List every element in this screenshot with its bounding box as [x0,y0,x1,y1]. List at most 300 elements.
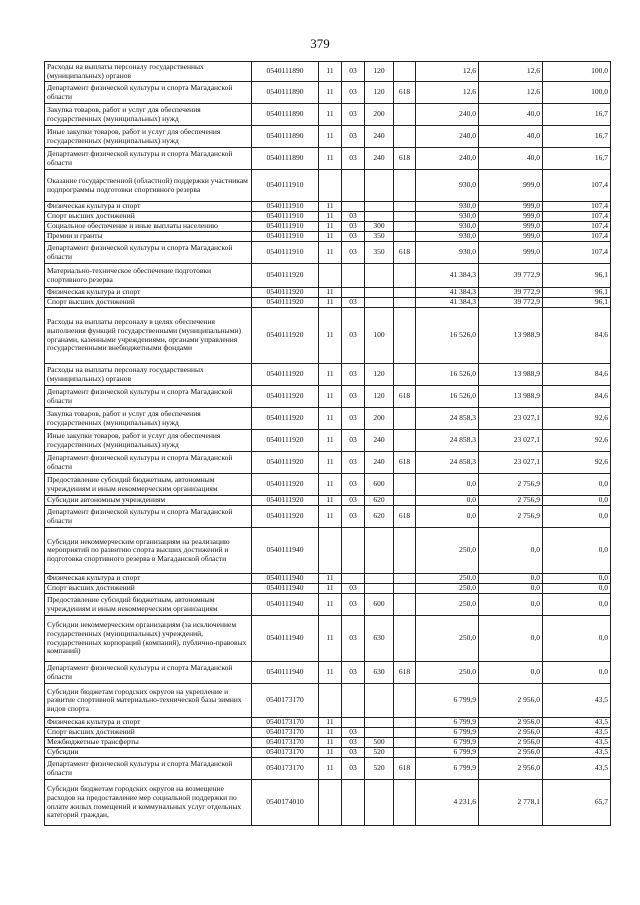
row-name-cell: Департамент физической культуры и спорта Магаданской области [45,452,252,474]
actual-amount-cell: 2 956,0 [479,758,543,780]
actual-amount-cell: 2 756,9 [479,496,543,506]
expense-type-cell: 120 [365,82,394,104]
actual-amount-cell: 0,0 [479,584,543,594]
subsection-cell [342,528,365,574]
table-row [45,528,611,574]
section-cell: 11 [319,232,342,242]
row-name-cell: Субсидии некоммерческим организациям на реализацию мероприятий по развитию спорта высших достижений и подготовка спортивного резерва в Магаданской области [45,528,252,574]
percent-cell: 84,6 [543,364,611,386]
percent-cell: 0,0 [543,662,611,684]
percent-cell: 43,5 [543,728,611,738]
row-name-cell: Межбюджетные трансферты [45,738,252,748]
expense-type-cell: 620 [365,506,394,528]
expense-type-cell: 120 [365,62,394,82]
subsection-cell: 03 [342,584,365,594]
row-name-cell: Предоставление субсидий бюджетным, автономным учреждениям и иным некоммерческим организациям [45,474,252,496]
percent-cell: 84,6 [543,308,611,364]
percent-cell: 0,0 [543,594,611,616]
department-code-cell: 618 [394,82,416,104]
target-code-cell: 0540173170 [252,738,319,748]
table-row [45,594,611,616]
table-row [45,62,611,82]
table-row [45,748,611,758]
percent-cell: 107,4 [543,202,611,212]
target-code-cell: 0540174010 [252,780,319,826]
target-code-cell: 0540173170 [252,758,319,780]
expense-type-cell [365,684,394,718]
table-row [45,364,611,386]
subsection-cell [342,170,365,202]
subsection-cell: 03 [342,386,365,408]
section-cell: 11 [319,430,342,452]
target-code-cell: 0540111920 [252,496,319,506]
actual-amount-cell: 0,0 [479,528,543,574]
subsection-cell [342,264,365,288]
actual-amount-cell: 40,0 [479,148,543,170]
section-cell: 11 [319,718,342,728]
expense-type-cell [365,528,394,574]
actual-amount-cell: 0,0 [479,574,543,584]
section-cell: 11 [319,242,342,264]
actual-amount-cell: 0,0 [479,662,543,684]
department-code-cell: 618 [394,506,416,528]
table-row [45,202,611,212]
planned-amount-cell: 930,0 [416,170,479,202]
planned-amount-cell: 12,6 [416,62,479,82]
subsection-cell: 03 [342,298,365,308]
actual-amount-cell: 39 772,9 [479,264,543,288]
section-cell: 11 [319,298,342,308]
target-code-cell: 0540111940 [252,574,319,584]
row-name-cell: Спорт высших достижений [45,584,252,594]
row-name-cell: Физическая культура и спорт [45,202,252,212]
section-cell: 11 [319,62,342,82]
department-code-cell: 618 [394,242,416,264]
percent-cell: 0,0 [543,584,611,594]
department-code-cell [394,748,416,758]
percent-cell: 0,0 [543,616,611,662]
expense-type-cell: 120 [365,386,394,408]
section-cell: 11 [319,506,342,528]
table-row [45,148,611,170]
planned-amount-cell: 41 384,3 [416,298,479,308]
actual-amount-cell: 2 756,9 [479,506,543,528]
table-row [45,496,611,506]
actual-amount-cell: 23 027,1 [479,408,543,430]
planned-amount-cell: 0,0 [416,506,479,528]
subsection-cell: 03 [342,62,365,82]
page-number: 379 [310,36,330,51]
row-name-cell: Физическая культура и спорт [45,574,252,584]
expense-type-cell: 200 [365,104,394,126]
percent-cell: 43,5 [543,758,611,780]
target-code-cell: 0540173170 [252,748,319,758]
target-code-cell: 0540111890 [252,148,319,170]
target-code-cell: 0540111910 [252,242,319,264]
table-row [45,222,611,232]
row-name-cell: Оказание государственной (областной) поддержки участникам подпрограммы подготовки спортивного резерва [45,170,252,202]
expense-type-cell: 630 [365,616,394,662]
planned-amount-cell: 24 858,3 [416,408,479,430]
percent-cell: 92,6 [543,430,611,452]
target-code-cell: 0540111920 [252,298,319,308]
subsection-cell: 03 [342,222,365,232]
subsection-cell: 03 [342,452,365,474]
expense-type-cell: 600 [365,594,394,616]
subsection-cell: 03 [342,748,365,758]
department-code-cell [394,738,416,748]
department-code-cell [394,202,416,212]
target-code-cell: 0540111920 [252,408,319,430]
row-name-cell: Спорт высших достижений [45,298,252,308]
planned-amount-cell: 250,0 [416,616,479,662]
target-code-cell: 0540111910 [252,212,319,222]
target-code-cell: 0540111940 [252,594,319,616]
actual-amount-cell: 2 756,9 [479,474,543,496]
actual-amount-cell: 2 956,0 [479,748,543,758]
percent-cell: 107,4 [543,170,611,202]
expense-type-cell: 520 [365,748,394,758]
department-code-cell [394,408,416,430]
target-code-cell: 0540111890 [252,104,319,126]
table-row [45,212,611,222]
row-name-cell: Субсидии бюджетам городских округов на укрепление и развитие спортивной материально-технической базы зимних видов спорта [45,684,252,718]
subsection-cell: 03 [342,82,365,104]
department-code-cell [394,528,416,574]
section-cell: 11 [319,758,342,780]
row-name-cell: Субсидии бюджетам городских округов на возмещение расходов на предоставление мер социальной поддержки по оплате жилых помещений и коммунальных услуг отдельных категорий граждан, [45,780,252,826]
section-cell: 11 [319,148,342,170]
percent-cell: 43,5 [543,738,611,748]
subsection-cell: 03 [342,728,365,738]
section-cell: 11 [319,474,342,496]
actual-amount-cell: 2 956,0 [479,728,543,738]
planned-amount-cell: 16 526,0 [416,364,479,386]
actual-amount-cell: 2 778,1 [479,780,543,826]
department-code-cell [394,126,416,148]
row-name-cell: Материально-техническое обеспечение подготовки спортивного резерва [45,264,252,288]
actual-amount-cell: 23 027,1 [479,430,543,452]
section-cell: 11 [319,202,342,212]
actual-amount-cell: 39 772,9 [479,288,543,298]
actual-amount-cell: 999,0 [479,232,543,242]
percent-cell: 0,0 [543,506,611,528]
expense-type-cell: 240 [365,430,394,452]
target-code-cell: 0540111910 [252,202,319,212]
target-code-cell: 0540111890 [252,62,319,82]
planned-amount-cell: 6 799,9 [416,684,479,718]
target-code-cell: 0540111890 [252,82,319,104]
planned-amount-cell: 930,0 [416,232,479,242]
department-code-cell: 618 [394,452,416,474]
table-row [45,126,611,148]
section-cell: 11 [319,748,342,758]
actual-amount-cell: 23 027,1 [479,452,543,474]
percent-cell: 107,4 [543,242,611,264]
target-code-cell: 0540111940 [252,528,319,574]
department-code-cell [394,728,416,738]
department-code-cell [394,62,416,82]
expense-type-cell: 620 [365,496,394,506]
department-code-cell [394,212,416,222]
department-code-cell [394,298,416,308]
percent-cell: 107,4 [543,232,611,242]
target-code-cell: 0540111920 [252,452,319,474]
table-row [45,386,611,408]
expense-type-cell: 200 [365,408,394,430]
department-code-cell [394,264,416,288]
expense-type-cell: 100 [365,308,394,364]
actual-amount-cell: 999,0 [479,170,543,202]
department-code-cell [394,232,416,242]
actual-amount-cell: 12,6 [479,62,543,82]
expense-type-cell: 240 [365,452,394,474]
actual-amount-cell: 0,0 [479,594,543,616]
percent-cell: 100,0 [543,82,611,104]
target-code-cell: 0540111920 [252,506,319,528]
department-code-cell [394,718,416,728]
actual-amount-cell: 39 772,9 [479,298,543,308]
section-cell: 11 [319,452,342,474]
table-row [45,452,611,474]
subsection-cell: 03 [342,212,365,222]
department-code-cell: 618 [394,662,416,684]
target-code-cell: 0540111920 [252,474,319,496]
expense-type-cell: 350 [365,232,394,242]
expense-type-cell: 500 [365,738,394,748]
table-row [45,170,611,202]
expense-type-cell [365,288,394,298]
subsection-cell: 03 [342,148,365,170]
department-code-cell [394,222,416,232]
expense-type-cell [365,584,394,594]
subsection-cell: 03 [342,496,365,506]
row-name-cell: Расходы на выплаты персоналу государственных (муниципальных) органов [45,364,252,386]
percent-cell: 16,7 [543,126,611,148]
department-code-cell [394,170,416,202]
percent-cell: 43,5 [543,684,611,718]
table-row [45,430,611,452]
row-name-cell: Иные закупки товаров, работ и услуг для обеспечения государственных (муниципальных) нужд [45,126,252,148]
target-code-cell: 0540111940 [252,616,319,662]
target-code-cell: 0540111920 [252,386,319,408]
row-name-cell: Департамент физической культуры и спорта Магаданской области [45,148,252,170]
section-cell: 11 [319,616,342,662]
target-code-cell: 0540173170 [252,684,319,718]
subsection-cell: 03 [342,430,365,452]
percent-cell: 92,6 [543,452,611,474]
department-code-cell [394,594,416,616]
row-name-cell: Предоставление субсидий бюджетным, автономным учреждениям и иным некоммерческим организациям [45,594,252,616]
actual-amount-cell: 999,0 [479,242,543,264]
percent-cell: 96,1 [543,264,611,288]
expense-type-cell: 300 [365,222,394,232]
target-code-cell: 0540111920 [252,430,319,452]
planned-amount-cell: 41 384,3 [416,288,479,298]
department-code-cell [394,684,416,718]
target-code-cell: 0540111910 [252,232,319,242]
target-code-cell: 0540111920 [252,264,319,288]
table-row [45,738,611,748]
table-row [45,82,611,104]
department-code-cell: 618 [394,148,416,170]
section-cell: 11 [319,574,342,584]
planned-amount-cell: 16 526,0 [416,308,479,364]
row-name-cell: Департамент физической культуры и спорта Магаданской области [45,386,252,408]
table-row [45,718,611,728]
percent-cell: 96,1 [543,288,611,298]
row-name-cell: Субсидии [45,748,252,758]
section-cell [319,264,342,288]
actual-amount-cell: 13 988,9 [479,386,543,408]
planned-amount-cell: 240,0 [416,104,479,126]
planned-amount-cell: 0,0 [416,474,479,496]
target-code-cell: 0540111940 [252,662,319,684]
target-code-cell: 0540173170 [252,728,319,738]
expense-type-cell: 120 [365,364,394,386]
section-cell: 11 [319,82,342,104]
actual-amount-cell: 13 988,9 [479,308,543,364]
percent-cell: 16,7 [543,104,611,126]
planned-amount-cell: 240,0 [416,126,479,148]
expense-type-cell [365,202,394,212]
expense-type-cell [365,718,394,728]
subsection-cell: 03 [342,232,365,242]
row-name-cell: Физическая культура и спорт [45,718,252,728]
section-cell: 11 [319,728,342,738]
actual-amount-cell: 2 956,0 [479,684,543,718]
section-cell: 11 [319,408,342,430]
table-row [45,242,611,264]
planned-amount-cell: 6 799,9 [416,758,479,780]
department-code-cell [394,574,416,584]
row-name-cell: Спорт высших достижений [45,212,252,222]
subsection-cell: 03 [342,308,365,364]
actual-amount-cell: 40,0 [479,126,543,148]
planned-amount-cell: 930,0 [416,242,479,264]
planned-amount-cell: 24 858,3 [416,452,479,474]
percent-cell: 107,4 [543,222,611,232]
department-code-cell [394,430,416,452]
subsection-cell: 03 [342,506,365,528]
section-cell: 11 [319,364,342,386]
section-cell [319,684,342,718]
department-code-cell [394,364,416,386]
planned-amount-cell: 240,0 [416,148,479,170]
percent-cell: 43,5 [543,748,611,758]
subsection-cell [342,574,365,584]
percent-cell: 65,7 [543,780,611,826]
percent-cell: 107,4 [543,212,611,222]
percent-cell: 100,0 [543,62,611,82]
section-cell: 11 [319,288,342,298]
expense-type-cell [365,264,394,288]
section-cell [319,170,342,202]
subsection-cell: 03 [342,474,365,496]
planned-amount-cell: 6 799,9 [416,738,479,748]
planned-amount-cell: 6 799,9 [416,728,479,738]
row-name-cell: Департамент физической культуры и спорта Магаданской области [45,242,252,264]
percent-cell: 84,6 [543,386,611,408]
actual-amount-cell: 2 956,0 [479,738,543,748]
table-row [45,780,611,826]
planned-amount-cell: 930,0 [416,202,479,212]
table-row [45,662,611,684]
section-cell: 11 [319,222,342,232]
section-cell: 11 [319,212,342,222]
actual-amount-cell: 12,6 [479,82,543,104]
row-name-cell: Субсидии автономным учреждениям [45,496,252,506]
table-row [45,298,611,308]
percent-cell: 96,1 [543,298,611,308]
row-name-cell: Социальное обеспечение и иные выплаты населению [45,222,252,232]
planned-amount-cell: 930,0 [416,222,479,232]
row-name-cell: Закупка товаров, работ и услуг для обеспечения государственных (муниципальных) нужд [45,408,252,430]
actual-amount-cell: 13 988,9 [479,364,543,386]
section-cell: 11 [319,386,342,408]
actual-amount-cell: 999,0 [479,222,543,232]
subsection-cell: 03 [342,758,365,780]
planned-amount-cell: 250,0 [416,594,479,616]
department-code-cell [394,584,416,594]
target-code-cell: 0540111920 [252,288,319,298]
budget-table [44,61,611,826]
planned-amount-cell: 250,0 [416,584,479,594]
expense-type-cell [365,780,394,826]
subsection-cell: 03 [342,104,365,126]
table-row [45,616,611,662]
actual-amount-cell: 999,0 [479,202,543,212]
target-code-cell: 0540111910 [252,170,319,202]
table-row [45,408,611,430]
subsection-cell: 03 [342,408,365,430]
table-row [45,684,611,718]
expense-type-cell: 600 [365,474,394,496]
section-cell: 11 [319,496,342,506]
section-cell: 11 [319,126,342,148]
percent-cell: 0,0 [543,528,611,574]
percent-cell: 92,6 [543,408,611,430]
target-code-cell: 0540111910 [252,222,319,232]
planned-amount-cell: 250,0 [416,528,479,574]
table-row [45,758,611,780]
percent-cell: 0,0 [543,496,611,506]
expense-type-cell: 350 [365,242,394,264]
department-code-cell [394,308,416,364]
percent-cell: 43,5 [543,718,611,728]
actual-amount-cell: 0,0 [479,616,543,662]
subsection-cell: 03 [342,364,365,386]
section-cell: 11 [319,104,342,126]
table-row [45,584,611,594]
subsection-cell: 03 [342,738,365,748]
percent-cell: 0,0 [543,474,611,496]
department-code-cell [394,474,416,496]
planned-amount-cell: 0,0 [416,496,479,506]
department-code-cell: 618 [394,386,416,408]
department-code-cell [394,104,416,126]
row-name-cell: Иные закупки товаров, работ и услуг для обеспечения государственных (муниципальных) нужд [45,430,252,452]
table-row [45,728,611,738]
expense-type-cell: 520 [365,758,394,780]
planned-amount-cell: 930,0 [416,212,479,222]
table-row [45,308,611,364]
row-name-cell: Спорт высших достижений [45,728,252,738]
table-row [45,104,611,126]
expense-type-cell [365,212,394,222]
table-row [45,288,611,298]
subsection-cell: 03 [342,616,365,662]
